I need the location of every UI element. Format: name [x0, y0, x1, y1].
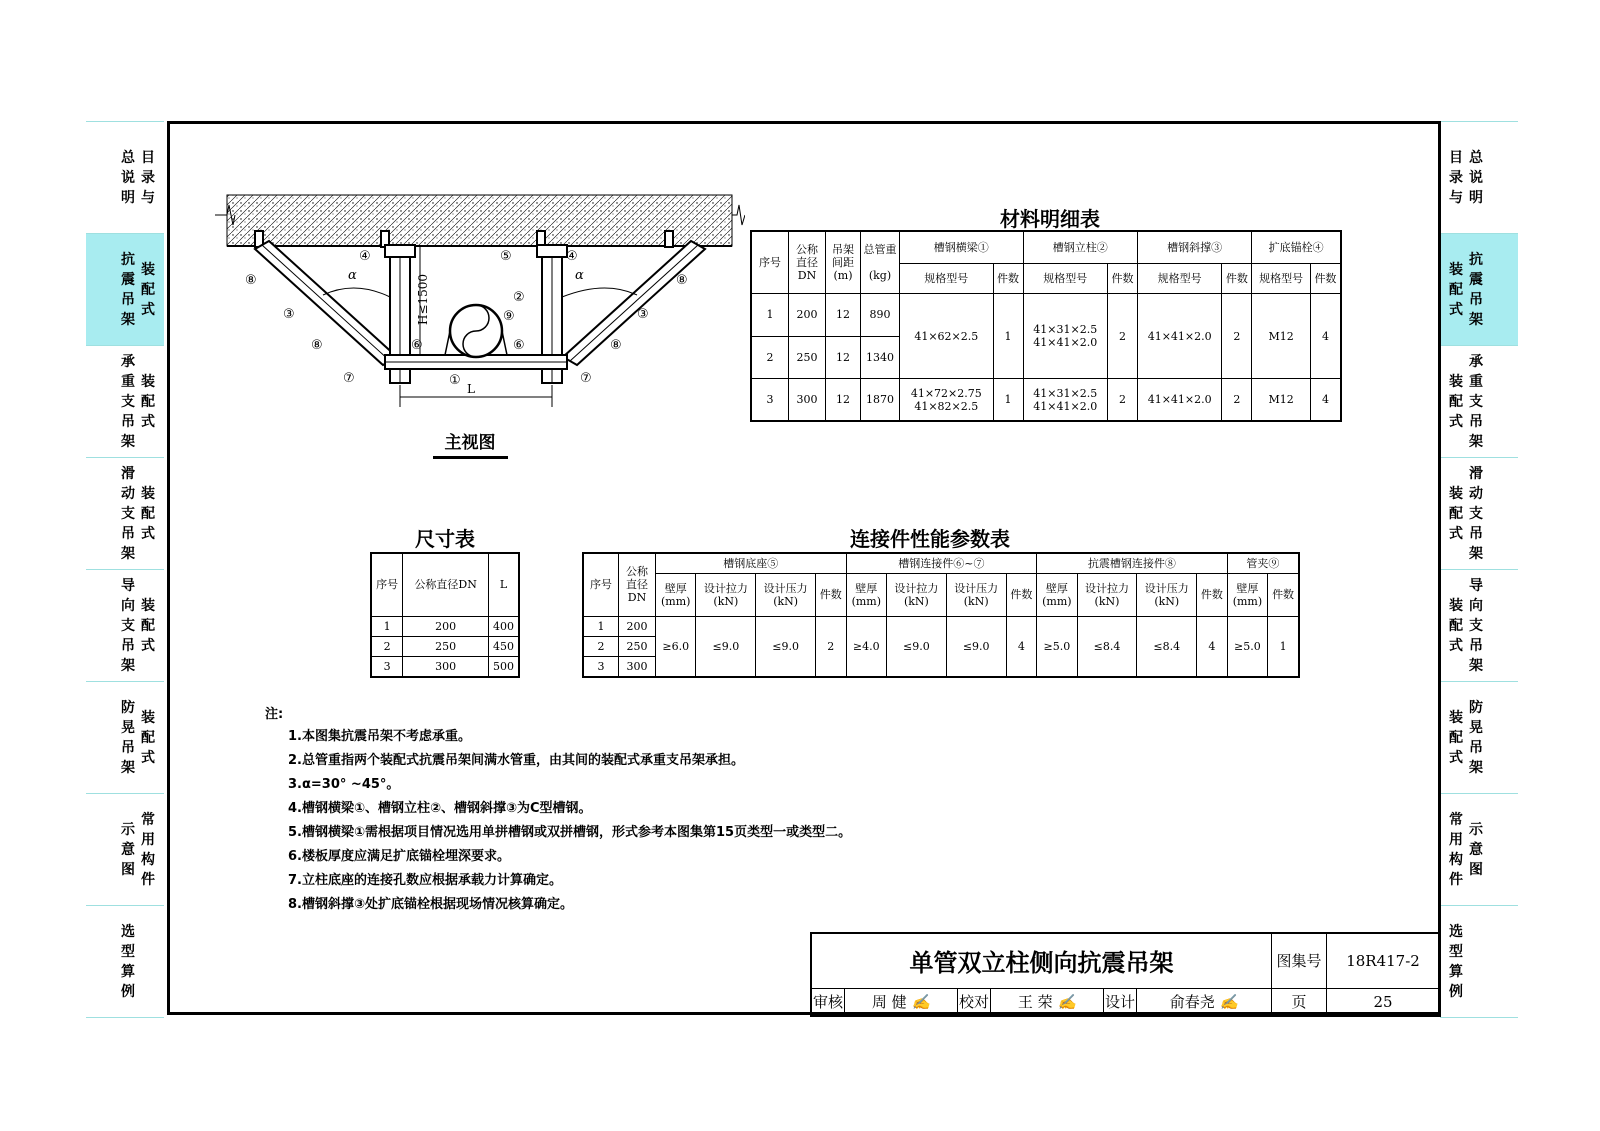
right-nav-tab[interactable]	[1440, 345, 1518, 457]
note-item: 3.α=30° ~45°。	[288, 777, 400, 792]
tab-label: 防 晃 吊 架	[1469, 699, 1483, 776]
col-seq: 序号	[751, 231, 789, 294]
atlas-number: 18R417-2	[1327, 933, 1441, 988]
sizes-table	[370, 552, 520, 678]
tab-label: 装 配 式	[141, 485, 155, 542]
tab-label: 抗 震 吊 架	[1469, 251, 1483, 328]
tab-label: 常 用 构 件	[1449, 811, 1463, 888]
drawing-title: 单管双立柱侧向抗震吊架	[811, 933, 1272, 988]
callout-1: ①	[449, 373, 461, 388]
note-item: 7.立柱底座的连接孔数应根据承载力计算确定。	[288, 873, 562, 888]
tab-label: 选 型 算 例	[121, 923, 135, 1000]
callout-6: ⑥	[513, 338, 525, 353]
tab-label: 示 意 图	[121, 821, 135, 878]
callout-7: ⑦	[580, 371, 592, 386]
sub-spec: 规格型号	[1252, 263, 1311, 293]
tab-label: 滑 动 支 吊 架	[121, 465, 135, 562]
page-label: 页	[1272, 988, 1327, 1016]
connectors-table: 序号 公称 直径 DN 槽钢底座⑤ 槽钢连接件⑥~⑦ 抗震槽钢连接件⑧ 管夹⑨ 壁厚 (mm) 设计拉力 (kN) 设计压力 (kN) 件数 壁厚 (mm) 设计拉力 (kN) 设计压力 (kN) 件数 壁厚 (mm) 设计拉力 (kN) 设计压力 (kN) 件数 壁厚 (mm) 件数 1 200 ≥6.0 ≤9.0 ≤9.0 2 ≥4.0 ≤9.0 ≤9.0 4 ≥5.0 ≤8.4 ≤8.4 4 ≥5.0 1 2 250 3 300	[582, 552, 1300, 678]
right-nav-tab[interactable]	[1440, 457, 1518, 569]
group-base: 槽钢底座⑤	[656, 553, 847, 573]
note-item: 6.楼板厚度应满足扩底锚栓埋深要求。	[288, 849, 510, 864]
right-nav-tab[interactable]	[1440, 121, 1518, 233]
callout-6: ⑥	[411, 338, 423, 353]
callout-3: ③	[283, 307, 295, 322]
right-nav-tab[interactable]	[1440, 793, 1518, 905]
col-l: L	[489, 553, 519, 616]
notes-label: 注:	[265, 707, 284, 722]
note-item: 5.槽钢横梁①需根据项目情况选用单拼槽钢或双拼槽钢，形式参考本图集第15页类型一或类型二。	[288, 825, 852, 840]
callout-2: ②	[513, 290, 525, 305]
right-nav-tab[interactable]	[1440, 681, 1518, 793]
tab-label: 装 配 式	[141, 261, 155, 318]
title-block	[810, 932, 1441, 1017]
tab-label: 装 配 式	[1449, 709, 1463, 766]
right-nav-tab[interactable]	[1440, 233, 1518, 345]
signature-icon: ✍	[1057, 993, 1077, 1012]
table-row: 1 200 400	[371, 616, 519, 636]
col-weight: 总管重 (kg)	[861, 231, 900, 294]
col-span: 吊架 间距 (m)	[826, 231, 861, 294]
group-clamp: 管夹⑨	[1227, 553, 1299, 573]
tab-label: 导 向 支 吊 架	[1469, 577, 1483, 674]
materials-title: 材料明细表	[1000, 207, 1100, 231]
group-brace: 槽钢斜撑③	[1137, 231, 1251, 263]
tab-label: 防 晃 吊 架	[121, 699, 135, 776]
callout-4: ④	[566, 249, 578, 264]
tab-label: 总 说 明	[1469, 149, 1483, 206]
group-connector: 槽钢连接件⑥~⑦	[846, 553, 1037, 573]
sub-spec: 规格型号	[1023, 263, 1107, 293]
tab-label: 示 意 图	[1469, 821, 1483, 878]
sub-qty: 件数	[1108, 263, 1138, 293]
alpha-right: α	[575, 268, 584, 283]
right-nav-tab[interactable]	[1440, 569, 1518, 681]
note-item: 2.总管重指两个装配式抗震吊架间满水管重，由其间的装配式承重支吊架承担。	[288, 753, 744, 768]
sub-spec: 规格型号	[900, 263, 994, 293]
table-row: 3 300	[583, 656, 1299, 677]
callout-8: ⑧	[311, 338, 323, 353]
view-title: 主视图	[444, 433, 496, 453]
table-row: 3 300 12 1870 41×72×2.75 41×82×2.5 1 41×31×2.5 41×41×2.0 2 41×41×2.0 2 M12 4	[751, 379, 1341, 421]
tab-label: 装 配 式	[1449, 373, 1463, 430]
table-row: 1 200 ≥6.0 ≤9.0 ≤9.0 2 ≥4.0 ≤9.0 ≤9.0 4 ≥5.0 ≤8.4 ≤8.4 4 ≥5.0 1	[583, 616, 1299, 636]
tab-label	[138, 906, 158, 1017]
sub-qty: 件数	[1222, 263, 1252, 293]
left-nav-tab[interactable]	[86, 569, 164, 681]
review-name: 周 健 ✍	[845, 988, 958, 1016]
left-nav-tab[interactable]	[86, 681, 164, 793]
table-row: 3 300 500	[371, 656, 519, 677]
review-label: 审核	[811, 988, 845, 1016]
left-nav-tab[interactable]	[86, 345, 164, 457]
table-row: 2 250 12 1340	[751, 336, 1341, 378]
right-nav-tabs	[1440, 121, 1518, 1017]
concrete-slab	[227, 195, 732, 246]
sizes-title: 尺寸表	[415, 527, 475, 551]
tab-label: 装 配 式	[141, 373, 155, 430]
col-dn: 公称 直径 DN	[619, 553, 656, 616]
tab-label: 总 说 明	[121, 149, 135, 206]
sub-spec: 规格型号	[1137, 263, 1221, 293]
col-dn: 公称直径DN	[403, 553, 489, 616]
callout-7: ⑦	[343, 371, 355, 386]
left-nav-tab[interactable]	[86, 233, 164, 345]
callout-5: ⑤	[500, 249, 512, 264]
tab-label: 导 向 支 吊 架	[121, 577, 135, 674]
main-view-drawing	[215, 185, 745, 425]
check-name: 王 荣 ✍	[991, 988, 1104, 1016]
alpha-left: α	[348, 268, 357, 283]
callout-8: ⑧	[676, 273, 688, 288]
tab-label: 装 配 式	[141, 709, 155, 766]
left-nav-tab[interactable]	[86, 121, 164, 233]
length-dimension: L	[467, 382, 475, 396]
signature-icon: ✍	[1219, 993, 1239, 1012]
page-number: 25	[1327, 988, 1441, 1016]
sub-qty: 件数	[1310, 263, 1341, 293]
tab-label: 目 录 与	[141, 149, 155, 206]
tab-label: 承 重 支 吊 架	[1469, 353, 1483, 450]
tab-label: 承 重 支 吊 架	[121, 353, 135, 450]
col-dn: 公称 直径 DN	[789, 231, 826, 294]
tab-divider	[86, 1017, 164, 1018]
tab-label	[1466, 906, 1486, 1017]
tab-divider	[1440, 1017, 1518, 1018]
anchor-bolt	[665, 231, 673, 247]
tab-label: 常 用 构 件	[141, 811, 155, 888]
left-nav-tabs	[86, 121, 164, 1017]
height-dimension: H≤1500	[416, 273, 430, 325]
callout-4: ④	[359, 249, 371, 264]
note-item: 8.槽钢斜撑③处扩底锚栓根据现场情况核算确定。	[288, 897, 573, 912]
col-seq: 序号	[583, 553, 619, 616]
check-label: 校对	[958, 988, 991, 1016]
tab-label: 滑 动 支 吊 架	[1469, 465, 1483, 562]
col-seq: 序号	[371, 553, 403, 616]
group-column: 槽钢立柱②	[1023, 231, 1137, 263]
group-beam: 槽钢横梁①	[900, 231, 1024, 263]
callout-8: ⑧	[245, 273, 257, 288]
connectors-title: 连接件性能参数表	[850, 527, 1010, 551]
left-nav-tab[interactable]	[86, 793, 164, 905]
left-nav-tab[interactable]	[86, 905, 164, 1017]
callout-3: ③	[637, 307, 649, 322]
tab-label: 装 配 式	[1449, 485, 1463, 542]
callout-9: ⑨	[503, 309, 515, 324]
tab-label: 装 配 式	[1449, 261, 1463, 318]
left-nav-tab[interactable]	[86, 457, 164, 569]
callout-8: ⑧	[610, 338, 622, 353]
sub-qty: 件数	[993, 263, 1023, 293]
right-nav-tab[interactable]	[1440, 905, 1518, 1017]
note-item: 4.槽钢横梁①、槽钢立柱②、槽钢斜撑③为C型槽钢。	[288, 801, 592, 816]
tab-label: 目 录 与	[1449, 149, 1463, 206]
group-anchor: 扩底锚栓④	[1252, 231, 1341, 263]
table-row: 2 250 450	[371, 636, 519, 656]
materials-table	[750, 230, 1342, 422]
tab-label: 选 型 算 例	[1449, 923, 1463, 1000]
group-seismic-connector: 抗震槽钢连接件⑧	[1037, 553, 1228, 573]
notes-list	[288, 725, 988, 917]
tab-label: 装 配 式	[1449, 597, 1463, 654]
design-name: 俞春尧 ✍	[1137, 988, 1272, 1016]
table-row: 1 200 12 890 41×62×2.5 1 41×31×2.5 41×41×2.0 2 41×41×2.0 2 M12 4	[751, 294, 1341, 336]
signature-icon: ✍	[911, 993, 931, 1012]
atlas-label: 图集号	[1272, 933, 1327, 988]
tab-label: 抗 震 吊 架	[121, 251, 135, 328]
design-label: 设计	[1104, 988, 1137, 1016]
view-title-underline	[433, 456, 508, 459]
tab-label: 装 配 式	[141, 597, 155, 654]
note-item: 1.本图集抗震吊架不考虑承重。	[288, 729, 471, 744]
table-row: 2 250	[583, 636, 1299, 656]
